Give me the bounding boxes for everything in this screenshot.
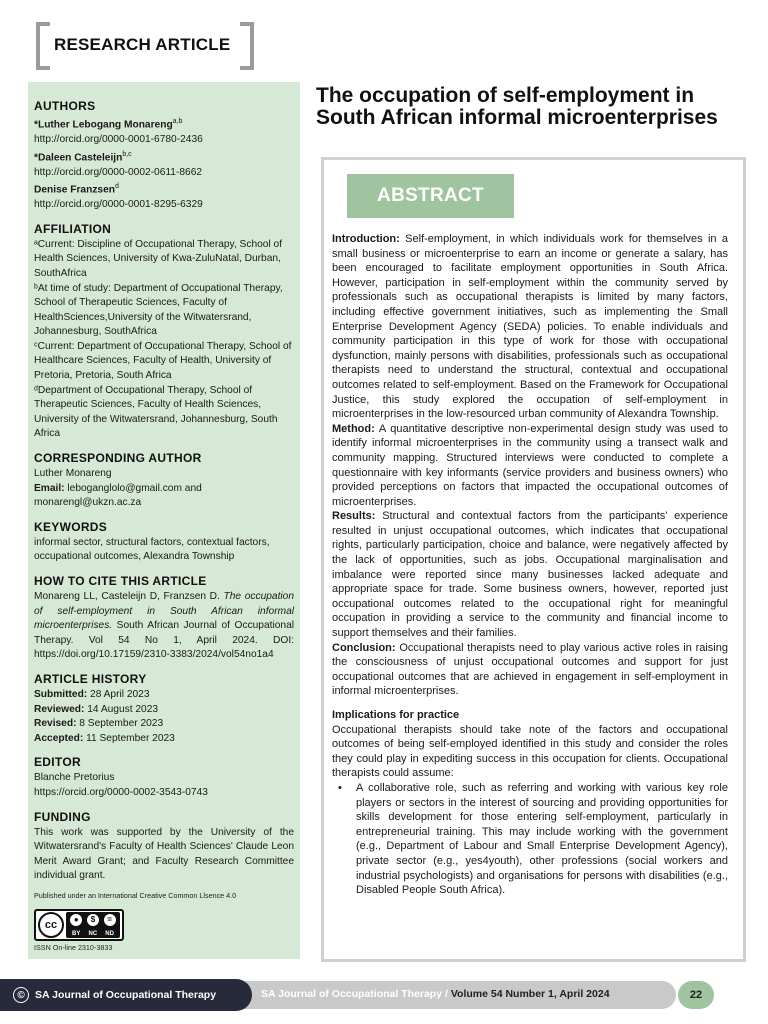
attribution-icon: ● [70,914,82,926]
bullet-text: A collaborative role, such as referring and working with various key role players or sectors in the interest of sourcing and providing opportunities for skills development for those entering self-employment, particularly in entrepreneurial training. This may include working with the government (e.g., Department of Labour and Small Enterprise Development Agency), private sector (e.g., yes4youth), other professions (social workers and industrial psychologists) and organisations for persons with disabilities (e.g., Disabled People South Africa). [356,781,728,897]
running-footer [224,981,676,1009]
affiliation-b: ᵇAt time of study: Department of Occupational Therapy, School of Therapeutic Sciences, Faculty of HealthSciences,University of the Witwatersrand, Johannesburg, SouthAfrica [34,282,283,338]
abstract-conclusion: Conclusion: Occupational therapists need to play various active roles in raising the consciousness of unjust occupational outcomes and support for just occupational outcomes that are achieved in engagement in self-employment in informal microenterprises. [332,641,728,698]
abstract-results: Results: Structural and contextual factors from the participants' experience resulted in unjust occupational outcomes, which indicates that occupational rights, particularly participation, choice and balance, were negatively affected by the lack of opportunities, such as jobs. Occupational marginalisation and imbalance were reported since many businesses lacked adequate and appropriate space for trade. Some business owners, however, reported just occupational outcomes related to the occupational right for meaningful occupation in providing a service to the community and financial income to support themselves and their families. [332,510,728,640]
keywords-heading: KEYWORDS [34,519,108,534]
author-2-orcid-link[interactable]: http://orcid.org/0000-0002-0611-8662 [34,166,203,178]
cc-icon: cc [38,912,64,938]
copyright-icon: © [13,987,29,1003]
noncommercial-icon: $ [87,914,99,926]
funding-heading: FUNDING [34,809,91,824]
cc-terms [66,912,120,938]
page-number: 22 [678,981,714,1009]
citation-text: Monareng LL, Casteleijn D, Franzsen D. The occupation of self-employment in South African informal microenterprises. South African Journal of Occupational Therapy. Vol 54 No 1, April 2024. DOI: https://doi.org/10.17159/2310-3383/2024/vol54no1a4 [34,591,294,661]
affiliation-a: ᵃCurrent: Discipline of Occupational Therapy, School of Health Sciences, University of Kwa-ZuluNatal, Durban, SouthAfrica [34,238,283,279]
author-1-orcid-link[interactable]: http://orcid.org/0000-0001-6780-2436 [34,133,203,145]
affiliation-heading: AFFILIATION [34,221,112,236]
keywords-text: informal sector, structural factors, contextual factors, occupational outcomes, Alexandra Township [34,536,270,563]
editor-heading: EDITOR [34,755,81,770]
cc-by-label: BY [72,930,81,937]
history-accepted: Accepted: 11 September 2023 [34,732,175,744]
history-heading: ARTICLE HISTORY [34,671,147,686]
journal-name: SA Journal of Occupational Therapy [35,989,217,1001]
cc-nd-label: ND [105,930,114,937]
author-3-orcid-link[interactable]: http://orcid.org/0000-0001-8295-6329 [34,199,203,211]
corresponding-heading: CORRESPONDING AUTHOR [34,451,202,466]
cc-nc-label: NC [88,930,98,937]
journal-footer-badge [0,979,252,1011]
abstract-badge: ABSTRACT [347,174,514,218]
article-info-sidebar [28,82,300,959]
abstract-box [321,157,746,962]
affiliation-d: ᵈDepartment of Occupational Therapy, School of Therapeutic Sciences, Faculty of Health Sciences, University of the Witwatersrand, Johannesburg, South Africa [34,384,278,440]
history-submitted: Submitted: 28 April 2023 [34,688,150,700]
history-reviewed: Reviewed: 14 August 2023 [34,703,159,715]
implications-text: Occupational therapists should take note of the factors and occupational outcomes of being self-employed identified in this study and consider the roles they could play in expediting success in this occupation for clients. Occupational therapists could assume: [332,723,728,780]
license-note: Published under an International Creative Common Llsence 4.0 [34,890,237,900]
running-footer-text: SA Journal of Occupational Therapy / Volume 54 Number 1, April 2024 [261,988,610,1000]
editor-orcid-link[interactable]: https://orcid.org/0000-0002-3543-0743 [34,786,208,798]
noderivatives-icon: = [104,914,116,926]
bullet-marker: • [338,781,342,794]
author-1: *Luther Lebogang Monareng$^{a,b}$ [34,118,183,131]
left-bracket [36,22,50,70]
abstract-method: Method: A quantitative descriptive non-experimental design study was used to identify informal microenterprises in the community using a transect walk and community mapping. Structured interviews were conducted to complete a questionnaire with key informants (service providers and business owners) who provided perceptions on factors that impacted the occupational outcomes of microenterprises. [332,422,728,508]
right-bracket [240,22,254,70]
editor-name: Blanche Pretorius [34,772,115,784]
corresponding-name: Luther Monareng [34,468,112,480]
author-3: Denise Franzsen$^d$ [34,183,119,196]
implications-heading: Implications for practice [332,709,460,721]
abstract-body [332,232,728,898]
author-2: *Daleen Casteleijn$^{b,c}$ [34,150,132,163]
abstract-introduction: Introduction: Self-employment, in which individuals work for themselves in a small business or microenterprise to earn an income or generate a salary, has been encouraged to facilitate employment opportunities in South Africa. However, participation in self-employment within the community served by professionals such as occupational therapists is limited by many factors, including effective government initiatives, such as implementing the Small Enterprise Development Agency (SEDA) policies. To enable individuals and community participation in this type of work for those with occupational dysfunction, mainly persons with disabilities, professionals such as occupational therapists need to understand the structural, contextual and occupational outcomes related to self-employment. Based on the Framework for Occupational Justice, this study explored the occupation of self-employment in microenterprises in the low-resourced urban community of Alexandra Township. [332,233,728,421]
affiliation-c: ᶜCurrent: Department of Occupational Therapy, School of Healthcare Sciences, Faculty of Health, University of Pretoria, Pretoria, South Africa [34,340,292,382]
article-type-tag [36,22,254,70]
funding-text: This work was supported by the University of the Witwatersrand's Faculty of Health Sciences' Claude Leon Merit Award Grant; and Faculty Research Committee individual grant. [34,826,294,882]
article-type-label: RESEARCH ARTICLE [54,35,231,54]
history-revised: Revised: 8 September 2023 [34,718,164,730]
cc-license-badge[interactable] [34,909,124,941]
corresponding-email[interactable]: Email: leboganglolo@gmail.com and monarengl@ukzn.ac.za [34,482,202,509]
issn: ISSN On-line 2310-3833 [34,942,113,952]
article-title: The occupation of self-employment in South African informal microenterprises [316,84,718,129]
cite-heading: HOW TO CITE THIS ARTICLE [34,574,207,589]
page-footer [0,978,768,1012]
implications-bullet [338,781,728,898]
authors-heading: AUTHORS [34,99,96,113]
